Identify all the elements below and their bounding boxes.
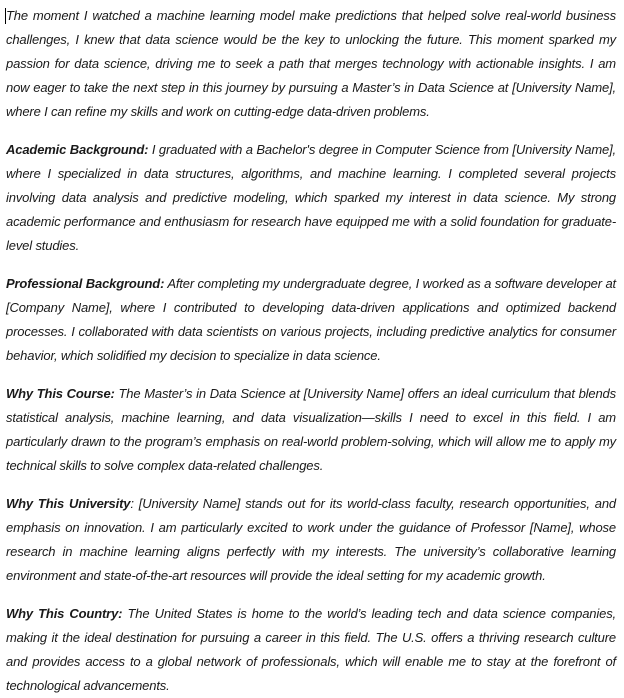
paragraph-text: I graduated with a Bachelor's degree in Computer Science from [University Name], where I specialized in data structures, algorithms, and machine learning. I completed several projects involving data analysis and predictive modeling, which sparked my interest in data science. My strong academic performance and enthusiasm for research have equipped me with a solid foundation for graduate-level studies.: [6, 142, 617, 253]
intro-paragraph[interactable]: [6, 4, 616, 124]
paragraph-text: : [University Name] stands out for its world-class faculty, research opportunities, and emphasis on innovation. I am particularly excited to work under the guidance of Professor [Name], whose research in machine learning aligns perfectly with my interests. The university’s collaborative learning environment and state-of-the-art resources will provide the ideal setting for my academic growth.: [6, 496, 616, 583]
paragraph-text: The Master’s in Data Science at [University Name] offers an ideal curriculum that blends statistical analysis, machine learning, and data visualization—skills I need to excel in this field. I am particularly drawn to the program’s emphasis on real-world problem-solving, which will allow me to apply my technical skills to solve complex data-related challenges.: [6, 386, 616, 473]
why-this-university-paragraph[interactable]: [6, 492, 616, 588]
paragraph-heading: Why This Country:: [6, 606, 123, 621]
document-body: [6, 4, 616, 698]
academic-background-paragraph[interactable]: [6, 138, 616, 258]
text-cursor: [5, 8, 6, 24]
paragraph-heading: Why This University: [6, 496, 131, 511]
paragraph-heading: Why This Course:: [6, 386, 115, 401]
paragraph-text: After completing my undergraduate degree, I worked as a software developer at [Company Name], where I contributed to developing data-driven applications and optimized backend processes. I collaborated with data scientists on various projects, including predictive analytics for consumer behavior, which solidified my decision to specialize in data science.: [6, 276, 616, 363]
why-this-country-paragraph[interactable]: [6, 602, 616, 698]
paragraph-text: The moment I watched a machine learning model make predictions that helped solve real-world business challenges, I knew that data science would be the key to unlocking the future. This moment sparked my passion for data science, driving me to seek a path that merges technology with actionable insights. I am now eager to take the next step in this journey by pursuing a Master’s in Data Science at [University Name], where I can refine my skills and work on cutting-edge data-driven problems.: [6, 8, 616, 119]
paragraph-heading: Academic Background:: [6, 142, 149, 157]
paragraph-text: The United States is home to the world’s leading tech and data science companies, making it the ideal destination for pursuing a career in this field. The U.S. offers a thriving research culture and provides access to a global network of professionals, which will enable me to stay at the forefront of technological advancements.: [6, 606, 617, 693]
paragraph-heading: Professional Background:: [6, 276, 165, 291]
professional-background-paragraph[interactable]: [6, 272, 616, 368]
why-this-course-paragraph[interactable]: [6, 382, 616, 478]
